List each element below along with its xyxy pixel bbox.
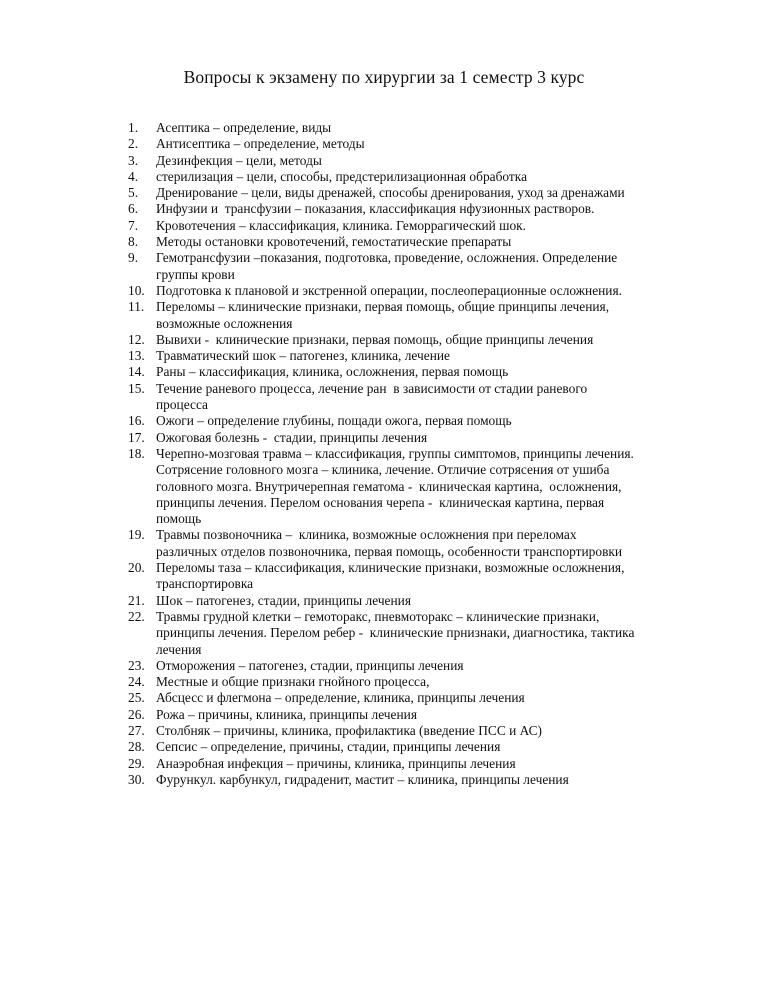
question-item xyxy=(128,772,728,788)
question-text: Анаэробная инфекция – причины, клиника, принципы лечения xyxy=(156,755,516,771)
question-item xyxy=(128,185,728,201)
question-number: 14. xyxy=(128,364,145,380)
question-text: Местные и общие признаки гнойного процесса, xyxy=(156,674,430,690)
question-number: 4. xyxy=(128,168,139,184)
question-text: Отморожения – патогенез, стадии, принципы лечения xyxy=(156,657,464,673)
question-item xyxy=(128,332,728,348)
question-item xyxy=(128,120,728,136)
question-number: 22. xyxy=(128,608,145,624)
question-number: 29. xyxy=(128,755,145,771)
question-item xyxy=(128,381,728,414)
question-number: 5. xyxy=(128,185,139,201)
question-text: Гемотрансфузии –показания, подготовка, проведение, осложнения. Определение группы крови xyxy=(156,250,618,282)
question-number: 17. xyxy=(128,429,145,445)
question-list xyxy=(128,120,728,788)
question-item xyxy=(128,527,728,560)
question-item xyxy=(128,218,728,234)
question-item xyxy=(128,153,728,169)
question-text: Черепно-мозговая травма – классификация, группы симптомов, принципы лечения. Сотрясение головного мозга – клиника, лечение. Отличие сотрясения от ушиба головного мозга. Внутричерепная гематома - клиническая картина, осложнения, принципы лечения. Перелом основания черепа - клиническая картина, первая помощь xyxy=(156,445,634,527)
question-text: Переломы – клинические признаки, первая помощь, общие принципы лечения, возможные осложнения xyxy=(156,299,610,331)
question-number: 11. xyxy=(128,299,145,315)
question-number: 8. xyxy=(128,234,139,250)
question-number: 27. xyxy=(128,722,145,738)
question-number: 2. xyxy=(128,136,139,152)
question-text: Инфузии и трансфузии – показания, классификация нфузионных растворов. xyxy=(156,201,595,217)
question-text: Сепсис – определение, причины, стадии, принципы лечения xyxy=(156,739,501,755)
question-text: Подготовка к плановой и экстренной операции, послеоперационные осложнения. xyxy=(156,282,622,298)
question-number: 30. xyxy=(128,771,145,787)
question-item xyxy=(128,201,728,217)
question-item xyxy=(128,609,728,658)
question-number: 15. xyxy=(128,380,145,396)
question-text: Переломы таза – классификация, клинические признаки, возможные осложнения, транспортировка xyxy=(156,560,625,592)
question-item xyxy=(128,413,728,429)
question-item xyxy=(128,136,728,152)
question-text: Фурункул. карбункул, гидраденит, мастит – клиника, принципы лечения xyxy=(156,771,569,787)
question-text: Травмы грудной клетки – гемоторакс, пневмоторакс – клинические признаки, принципы лечения. Перелом ребер - клинические прнизнаки, диагностика, тактика лечения xyxy=(156,608,635,657)
question-number: 12. xyxy=(128,331,145,347)
question-number: 1. xyxy=(128,120,139,135)
question-number: 23. xyxy=(128,657,145,673)
question-item xyxy=(128,348,728,364)
question-item xyxy=(128,234,728,250)
question-text: Методы остановки кровотечений, гемостатические препараты xyxy=(156,234,512,250)
question-number: 13. xyxy=(128,348,145,364)
question-item xyxy=(128,299,728,332)
question-item xyxy=(128,756,728,772)
question-number: 9. xyxy=(128,250,139,266)
question-item xyxy=(128,364,728,380)
question-text: Асептика – определение, виды xyxy=(156,120,332,135)
question-text: Кровотечения – классификация, клиника. Геморрагический шок. xyxy=(156,217,527,233)
question-number: 25. xyxy=(128,690,145,706)
question-number: 20. xyxy=(128,560,145,576)
question-item xyxy=(128,446,728,527)
question-text: Шок – патогенез, стадии, принципы лечения xyxy=(156,592,411,608)
question-number: 7. xyxy=(128,217,139,233)
question-item xyxy=(128,690,728,706)
question-item xyxy=(128,723,728,739)
question-text: Дренирование – цели, виды дренажей, способы дренирования, уход за дренажами xyxy=(156,185,625,201)
question-text: Ожоговая болезнь - стадии, принципы лечения xyxy=(156,429,428,445)
page-title: Вопросы к экзамену по хирургии за 1 семестр 3 курс xyxy=(183,67,585,87)
question-text: Раны – классификация, клиника, осложнения, первая помощь xyxy=(156,364,509,380)
question-item xyxy=(128,674,728,690)
question-number: 19. xyxy=(128,527,145,543)
question-text: Травматический шок – патогенез, клиника, лечение xyxy=(156,348,450,364)
question-text: Антисептика – определение, методы xyxy=(156,136,365,152)
question-item xyxy=(128,283,728,299)
question-item xyxy=(128,169,728,185)
question-number: 3. xyxy=(128,152,139,168)
question-number: 18. xyxy=(128,445,145,461)
question-text: Абсцесс и флегмона – определение, клиника, принципы лечения xyxy=(156,690,525,706)
question-number: 10. xyxy=(128,282,145,298)
question-item xyxy=(128,593,728,609)
question-item xyxy=(128,658,728,674)
question-text: Дезинфекция – цели, методы xyxy=(156,152,322,168)
question-number: 16. xyxy=(128,413,145,429)
question-text: Вывихи - клинические признаки, первая помощь, общие принципы лечения xyxy=(156,331,594,347)
question-item xyxy=(128,739,728,755)
question-text: Травмы позвоночника – клиника, возможные осложнения при переломах различных отделов позвоночника, первая помощь, особенности транспортировки xyxy=(156,527,623,559)
question-number: 28. xyxy=(128,739,145,755)
question-number: 24. xyxy=(128,674,145,690)
question-text: Столбняк – причины, клиника, профилактика (введение ПСС и АС) xyxy=(156,722,543,738)
question-item xyxy=(128,560,728,593)
question-text: стерилизация – цели, способы, предстерилизационная обработка xyxy=(156,168,528,184)
question-number: 21. xyxy=(128,592,145,608)
question-item xyxy=(128,250,728,283)
question-item xyxy=(128,707,728,723)
question-item xyxy=(128,430,728,446)
question-number: 6. xyxy=(128,201,139,217)
question-number: 26. xyxy=(128,706,145,722)
question-text: Рожа – причины, клиника, принципы лечения xyxy=(156,706,417,722)
question-text: Ожоги – определение глубины, пощади ожога, первая помощь xyxy=(156,413,512,429)
question-text: Течение раневого процесса, лечение ран в зависимости от стадии раневого процесса xyxy=(156,380,588,413)
